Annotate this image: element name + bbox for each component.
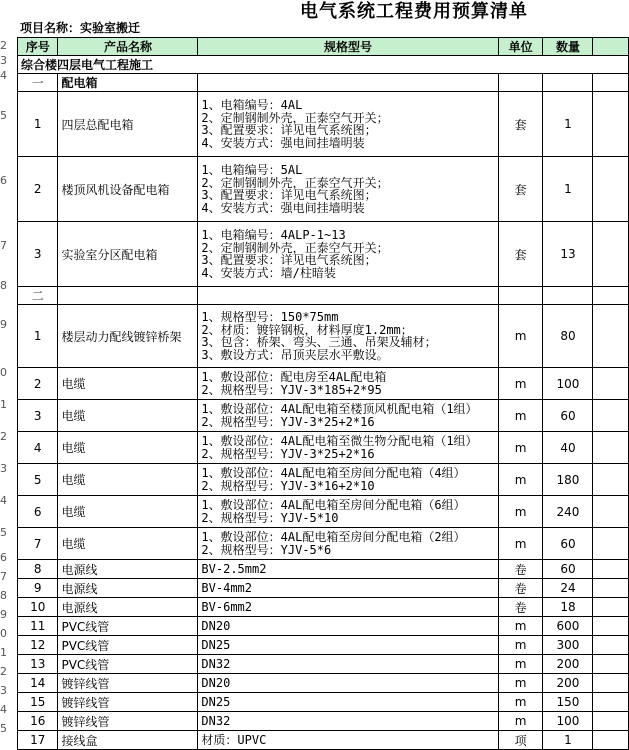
item-spec[interactable] [198,464,498,496]
col-header-extra[interactable] [593,38,629,56]
item-extra[interactable] [593,400,629,432]
item-seq[interactable]: 16 [18,712,58,731]
row-header[interactable]: 2 [0,37,17,53]
item-qty[interactable]: 100 [543,368,593,400]
table-row [18,598,629,617]
item-qty[interactable]: 300 [543,636,593,655]
item-seq[interactable]: 3 [18,222,58,287]
col-header-seq[interactable]: 序号 [18,38,58,56]
item-name[interactable]: 镀锌线管 [58,693,198,712]
group-number[interactable]: 一 [18,74,58,92]
budget-table [17,37,629,750]
spec-line: 4、安装方式：墙/柱暗装 [201,265,336,280]
item-extra[interactable] [593,712,629,731]
item-name[interactable]: 电缆 [58,528,198,560]
item-spec[interactable] [198,712,498,731]
item-extra[interactable] [593,579,629,598]
spec-line: 2、定制钢制外壳，正泰空气开关； [201,240,389,255]
spec-line: 4、安装方式：强电间挂墙明装 [201,135,365,150]
table-row [18,617,629,636]
table-row [18,528,629,560]
item-name[interactable]: 电缆 [58,464,198,496]
row-header[interactable]: 0 [0,624,17,643]
spec-line: 1、敷设部位：配电房至4AL配电箱 [201,370,387,384]
spec-line: BV-6mm2 [201,599,252,614]
item-seq[interactable]: 7 [18,528,58,560]
item-extra[interactable] [593,222,629,287]
item-name[interactable]: 电源线 [58,579,198,598]
item-name[interactable]: 镀锌线管 [58,712,198,731]
group-row [18,74,629,92]
spec-line: DN25 [201,637,231,652]
item-qty[interactable]: 600 [543,617,593,636]
item-unit[interactable]: m [498,368,543,400]
spec-line: 1、敷设部位：4AL配电箱至微生物分配电箱（1组） [201,434,478,448]
item-extra[interactable] [593,157,629,222]
col-header-spec[interactable]: 规格型号 [198,38,498,56]
item-seq[interactable]: 10 [18,598,58,617]
item-seq[interactable]: 13 [18,655,58,674]
item-unit[interactable]: m [498,432,543,464]
item-qty[interactable]: 1 [543,731,593,750]
spec-line: BV-2.5mm2 [201,561,267,576]
table-row [18,636,629,655]
item-qty[interactable]: 240 [543,496,593,528]
row-header[interactable]: 5 [0,516,17,548]
spec-line: 2、材质：镀锌钢板，材料厚度1.2mm； [201,322,413,337]
spec-line: DN20 [201,675,231,690]
item-unit[interactable]: m [498,693,543,712]
item-spec[interactable] [198,528,498,560]
item-unit[interactable]: 套 [498,92,543,157]
table-row [18,655,629,674]
item-extra[interactable] [593,617,629,636]
project-name: 项目名称：实验室搬迁 [20,21,141,35]
item-name[interactable]: 镀锌线管 [58,674,198,693]
item-spec[interactable] [198,598,498,617]
empty-cell[interactable] [543,287,593,305]
item-extra[interactable] [593,731,629,750]
item-name[interactable]: 电缆 [58,432,198,464]
item-seq[interactable]: 15 [18,693,58,712]
item-seq[interactable]: 11 [18,617,58,636]
table-row [18,157,629,222]
item-extra[interactable] [593,636,629,655]
spec-line: 3、配置要求：详见电气系统图； [201,253,377,267]
col-header-unit[interactable]: 单位 [498,38,543,56]
item-unit[interactable]: 卷 [498,579,543,598]
item-name[interactable]: PVC线管 [58,636,198,655]
spec-line: 3、配置要求：详见电气系统图； [201,188,377,202]
row-header[interactable]: 7 [0,567,17,586]
item-spec[interactable] [198,368,498,400]
item-qty[interactable]: 60 [543,400,593,432]
item-qty[interactable]: 40 [543,432,593,464]
item-qty[interactable]: 18 [543,598,593,617]
item-unit[interactable]: m [498,528,543,560]
empty-cell[interactable] [593,287,629,305]
item-seq[interactable]: 5 [18,464,58,496]
spec-line: 4、安装方式：强电间挂墙明装 [201,200,365,215]
row-header[interactable]: 8 [0,586,17,605]
item-name[interactable]: PVC线管 [58,617,198,636]
item-unit[interactable]: 卷 [498,560,543,579]
item-spec[interactable] [198,222,498,287]
spec-line: 2、规格型号：YJV-5*10 [201,510,339,525]
spec-line: 3、包含：桥架、弯头、三通、吊架及辅材； [201,335,437,349]
row-header[interactable]: 9 [0,293,17,356]
item-extra[interactable] [593,92,629,157]
item-seq[interactable]: 12 [18,636,58,655]
table-row [18,400,629,432]
item-unit[interactable]: m [498,636,543,655]
item-extra[interactable] [593,305,629,368]
spec-line: 2、规格型号：YJV-3*16+2*10 [201,478,375,493]
item-name[interactable]: 楼顶风机设备配电箱 [58,157,198,222]
row-header[interactable]: 4 [0,484,17,516]
table-row [18,222,629,287]
item-unit[interactable]: m [498,400,543,432]
section-title[interactable]: 综合楼四层电气工程施工 [18,56,629,74]
item-spec[interactable] [198,731,498,750]
item-extra[interactable] [593,368,629,400]
item-unit[interactable]: m [498,674,543,693]
spec-line: 1、电箱编号：4ALP-1~13 [201,228,346,242]
item-spec[interactable] [198,496,498,528]
item-extra[interactable] [593,560,629,579]
item-qty[interactable]: 180 [543,464,593,496]
spec-line: DN20 [201,618,231,633]
item-unit[interactable]: 项 [498,731,543,750]
item-spec[interactable] [198,655,498,674]
col-header-qty[interactable]: 数量 [543,38,593,56]
item-seq[interactable]: 3 [18,400,58,432]
item-qty[interactable]: 100 [543,712,593,731]
item-spec[interactable] [198,560,498,579]
item-unit[interactable]: m [498,617,543,636]
table-row [18,674,629,693]
item-unit[interactable]: m [498,655,543,674]
item-seq[interactable]: 17 [18,731,58,750]
row-header[interactable]: 7 [0,213,17,278]
spec-line: 3、敷设方式：吊顶夹层水平敷设。 [201,347,389,362]
item-seq[interactable]: 2 [18,157,58,222]
item-name[interactable]: 四层总配电箱 [58,92,198,157]
row-header[interactable]: 2 [0,420,17,452]
spec-line: 1、敷设部位：4AL配电箱至房间分配电箱（2组） [201,530,466,544]
item-seq[interactable]: 2 [18,368,58,400]
item-qty[interactable]: 1 [543,157,593,222]
table-row [18,579,629,598]
item-unit[interactable]: 套 [498,222,543,287]
empty-cell[interactable] [498,287,543,305]
row-header[interactable]: 3 [0,452,17,484]
item-qty[interactable]: 1 [543,92,593,157]
item-spec[interactable] [198,636,498,655]
item-qty[interactable]: 60 [543,528,593,560]
spec-line: 1、电箱编号：5AL [201,163,303,177]
item-extra[interactable] [593,432,629,464]
item-seq[interactable]: 4 [18,432,58,464]
spec-line: 2、规格型号：YJV-3*25+2*16 [201,414,375,429]
item-qty[interactable]: 200 [543,655,593,674]
item-name[interactable]: 接线盒 [58,731,198,750]
table-row [18,464,629,496]
row-header[interactable]: 4 [0,68,17,83]
spec-line: 2、定制钢制外壳，正泰空气开关； [201,175,389,190]
item-qty[interactable]: 60 [543,560,593,579]
empty-cell[interactable] [198,287,498,305]
table-row [18,712,629,731]
row-header[interactable]: 4 [0,700,17,719]
item-spec[interactable] [198,157,498,222]
row-header[interactable]: 1 [0,388,17,420]
table-row [18,368,629,400]
spec-line: 1、规格型号：150*75mm [201,310,339,324]
group-row [18,287,629,305]
header-row [18,38,629,56]
item-spec[interactable] [198,432,498,464]
item-name[interactable]: 实验室分区配电箱 [58,222,198,287]
item-unit[interactable]: m [498,305,543,368]
item-unit[interactable]: m [498,496,543,528]
spec-line: 3、配置要求：详见电气系统图； [201,123,377,137]
item-spec[interactable] [198,305,498,368]
row-header[interactable]: 1 [0,643,17,662]
item-seq[interactable]: 6 [18,496,58,528]
item-name[interactable]: 电缆 [58,400,198,432]
item-extra[interactable] [593,496,629,528]
group-name[interactable]: 配电箱 [58,74,198,92]
item-name[interactable]: 电缆 [58,368,198,400]
item-unit[interactable]: m [498,464,543,496]
table-row [18,693,629,712]
row-header[interactable]: 3 [0,53,17,68]
item-extra[interactable] [593,528,629,560]
item-extra[interactable] [593,464,629,496]
table-row [18,305,629,368]
spec-line: DN32 [201,713,231,728]
item-qty[interactable]: 13 [543,222,593,287]
spec-line: 1、敷设部位：4AL配电箱至房间分配电箱（6组） [201,498,466,512]
table-row [18,560,629,579]
group-name[interactable] [58,287,198,305]
item-seq[interactable]: 14 [18,674,58,693]
spec-line: 1、敷设部位：4AL配电箱至房间分配电箱（4组） [201,466,466,480]
row-header[interactable]: 2 [0,662,17,681]
spec-line: BV-4mm2 [201,580,252,595]
row-header[interactable]: 0 [0,356,17,388]
item-extra[interactable] [593,655,629,674]
item-spec[interactable] [198,579,498,598]
spec-line: DN25 [201,694,231,709]
spec-line: 2、规格型号：YJV-3*25+2*16 [201,446,375,461]
row-header[interactable]: 8 [0,278,17,293]
spec-line: 材质：UPVC [201,732,267,747]
spec-line: 1、电箱编号：4AL [201,98,303,112]
item-seq[interactable]: 1 [18,305,58,368]
item-name[interactable]: PVC线管 [58,655,198,674]
row-header[interactable]: 5 [0,719,17,738]
item-qty[interactable]: 150 [543,693,593,712]
item-qty[interactable]: 24 [543,579,593,598]
item-extra[interactable] [593,693,629,712]
row-header[interactable]: 3 [0,681,17,700]
spec-line: 2、定制钢制外壳，正泰空气开关； [201,110,389,125]
table-row [18,432,629,464]
table-row [18,92,629,157]
item-extra[interactable] [593,598,629,617]
item-name[interactable]: 电源线 [58,598,198,617]
item-qty[interactable]: 80 [543,305,593,368]
item-seq[interactable]: 1 [18,92,58,157]
item-unit[interactable]: 套 [498,157,543,222]
item-spec[interactable] [198,92,498,157]
item-seq[interactable]: 9 [18,579,58,598]
item-qty[interactable]: 200 [543,674,593,693]
item-spec[interactable] [198,674,498,693]
row-header[interactable]: 6 [0,148,17,213]
spec-line: 2、规格型号：YJV-3*185+2*95 [201,382,382,397]
table-row [18,731,629,750]
table-row [18,496,629,528]
spec-line: 2、规格型号：YJV-5*6 [201,542,332,557]
item-seq[interactable]: 8 [18,560,58,579]
item-extra[interactable] [593,674,629,693]
item-spec[interactable] [198,617,498,636]
spec-line: 1、敷设部位：4AL配电箱至楼顶风机配电箱（1组） [201,402,478,416]
item-unit[interactable]: m [498,712,543,731]
sheet-title: 电气系统工程费用预算清单 [300,1,528,22]
item-spec[interactable] [198,400,498,432]
group-number[interactable]: 二 [18,287,58,305]
section-row [18,56,629,74]
spec-line: DN32 [201,656,231,671]
item-unit[interactable]: 卷 [498,598,543,617]
item-spec[interactable] [198,693,498,712]
row-header[interactable]: 6 [0,548,17,567]
item-name[interactable]: 电源线 [58,560,198,579]
row-header[interactable]: 9 [0,605,17,624]
item-name[interactable]: 电缆 [58,496,198,528]
row-header[interactable]: 5 [0,83,17,148]
item-name[interactable]: 楼层动力配线镀锌桥架 [58,305,198,368]
col-header-name[interactable]: 产品名称 [58,38,198,56]
